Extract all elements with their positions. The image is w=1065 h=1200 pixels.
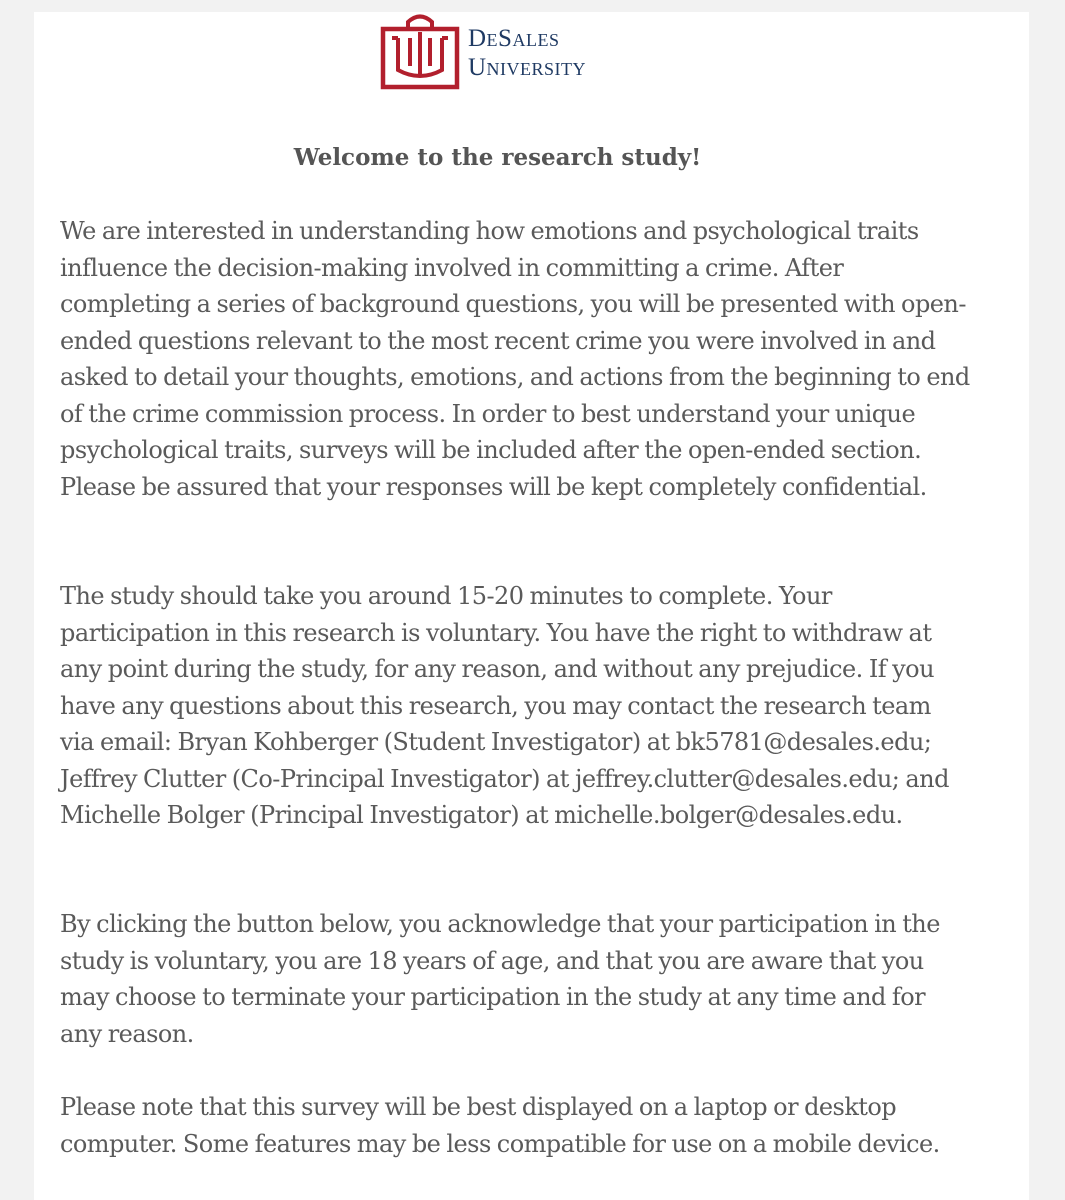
device-note-paragraph: Please note that this survey will be best displayed on a laptop or desktop computer. Some features may be less compatible for use on a mobile device. [60,1093,940,1158]
welcome-title: Welcome to the research study! [293,144,702,171]
contact-info-paragraph: The study should take you around 15-20 minutes to complete. Your participation in this research is voluntary. You have the right to withdraw at any point during the study, for any reason, and without any prejudice. If you have any questions about this research, you may contact the research team via email: Bryan Kohberger (Student Investigator) at bk5781@desales.edu; Jeffrey Clutter (Co-Principal Investigator) at jeffrey.clutter@desales.edu; and Michelle Bolger (Principal Investigator) at michelle.bolger@desales.edu. [60,582,949,829]
university-wordmark [468,24,586,82]
desales-crest-icon [380,12,460,92]
wordmark-line-2: University [468,54,587,81]
wordmark-line-1: DeSales [468,25,560,52]
study-description-paragraph: We are interested in understanding how emotions and psychological traits influence the decision-making involved in committing a crime. After completing a series of background questions, you will be presented with open-ended questions relevant to the most recent crime you were involved in and asked to detail your thoughts, emotions, and actions from the beginning to end of the crime commission process. In order to best understand your unique psychological traits, surveys will be included after the open-ended section. Please be assured that your responses will be kept completely confidential. [60,217,970,501]
consent-paragraph: By clicking the button below, you acknowledge that your participation in the study is voluntary, you are 18 years of age, and that you are aware that you may choose to terminate your participation in the study at any time and for any reason. [60,910,940,1048]
desales-university-logo [380,12,640,92]
survey-intro-page [34,12,1029,1200]
